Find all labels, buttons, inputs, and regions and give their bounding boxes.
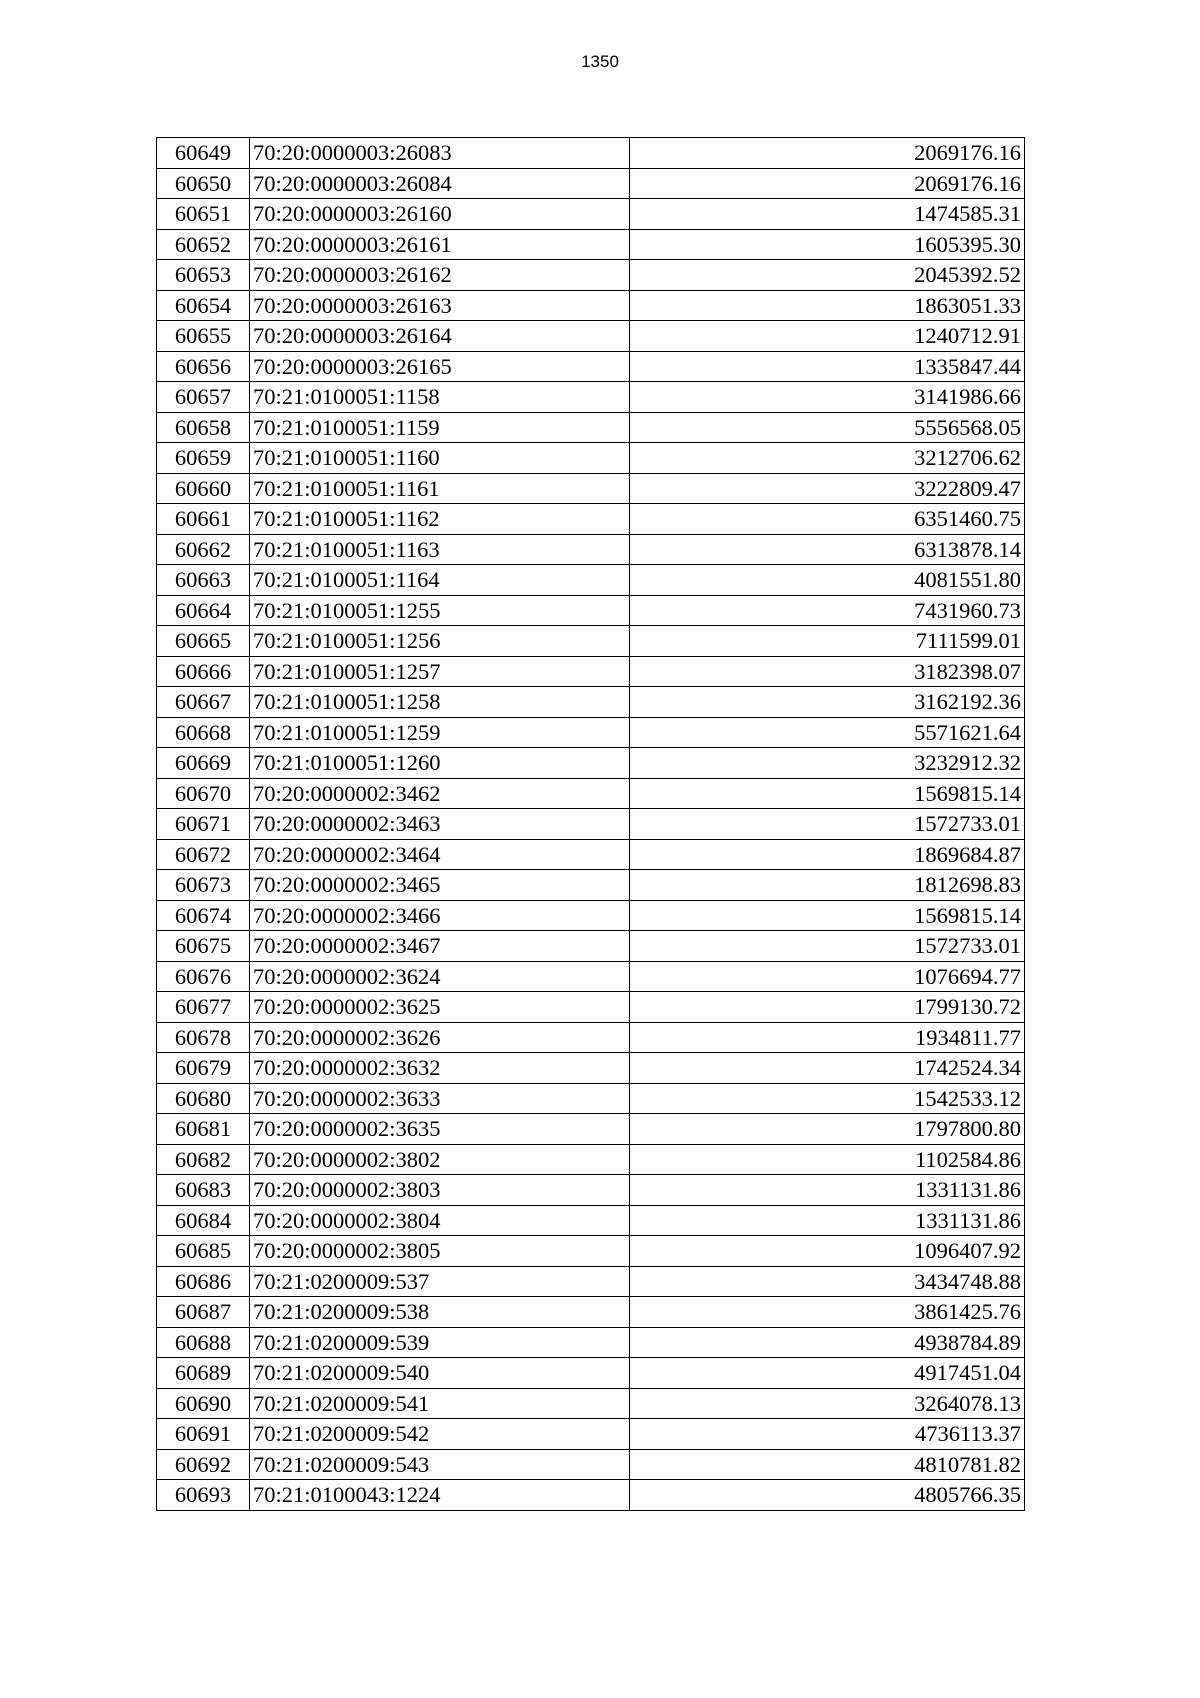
table-row bbox=[157, 260, 1025, 291]
cadastral-value-cell: 7111599.01 bbox=[630, 626, 1025, 657]
row-number-cell: 60664 bbox=[157, 595, 250, 626]
cadastral-value-cell: 3861425.76 bbox=[630, 1297, 1025, 1328]
row-number-cell: 60677 bbox=[157, 992, 250, 1023]
cadastral-number-cell: 70:20:0000002:3803 bbox=[250, 1175, 630, 1206]
cadastral-value-cell: 1869684.87 bbox=[630, 839, 1025, 870]
cadastral-value-cell: 3222809.47 bbox=[630, 473, 1025, 504]
cadastral-value-cell: 3182398.07 bbox=[630, 656, 1025, 687]
cadastral-number-cell: 70:21:0100051:1255 bbox=[250, 595, 630, 626]
cadastral-number-cell: 70:20:0000003:26084 bbox=[250, 168, 630, 199]
cadastral-number-cell: 70:21:0100051:1256 bbox=[250, 626, 630, 657]
row-number-cell: 60661 bbox=[157, 504, 250, 535]
cadastral-value-cell: 3212706.62 bbox=[630, 443, 1025, 474]
row-number-cell: 60650 bbox=[157, 168, 250, 199]
cadastral-value-cell: 5571621.64 bbox=[630, 717, 1025, 748]
cadastral-value-cell: 4917451.04 bbox=[630, 1358, 1025, 1389]
table-row bbox=[157, 870, 1025, 901]
cadastral-value-cell: 1863051.33 bbox=[630, 290, 1025, 321]
cadastral-value-cell: 6313878.14 bbox=[630, 534, 1025, 565]
table-row bbox=[157, 839, 1025, 870]
row-number-cell: 60671 bbox=[157, 809, 250, 840]
cadastral-number-cell: 70:21:0100051:1164 bbox=[250, 565, 630, 596]
cadastral-number-cell: 70:21:0100051:1163 bbox=[250, 534, 630, 565]
cadastral-number-cell: 70:20:0000002:3626 bbox=[250, 1022, 630, 1053]
row-number-cell: 60663 bbox=[157, 565, 250, 596]
row-number-cell: 60693 bbox=[157, 1480, 250, 1511]
row-number-cell: 60673 bbox=[157, 870, 250, 901]
cadastral-value-cell: 1331131.86 bbox=[630, 1205, 1025, 1236]
cadastral-value-cell: 3162192.36 bbox=[630, 687, 1025, 718]
cadastral-number-cell: 70:21:0100051:1259 bbox=[250, 717, 630, 748]
cadastral-number-cell: 70:20:0000003:26165 bbox=[250, 351, 630, 382]
table-row bbox=[157, 473, 1025, 504]
table-row bbox=[157, 382, 1025, 413]
table-row bbox=[157, 1388, 1025, 1419]
row-number-cell: 60692 bbox=[157, 1449, 250, 1480]
row-number-cell: 60675 bbox=[157, 931, 250, 962]
cadastral-value-cell: 2069176.16 bbox=[630, 168, 1025, 199]
cadastral-number-cell: 70:20:0000002:3805 bbox=[250, 1236, 630, 1267]
table-row bbox=[157, 1083, 1025, 1114]
row-number-cell: 60678 bbox=[157, 1022, 250, 1053]
table-row bbox=[157, 138, 1025, 169]
row-number-cell: 60659 bbox=[157, 443, 250, 474]
table-row bbox=[157, 1358, 1025, 1389]
cadastral-number-cell: 70:20:0000002:3465 bbox=[250, 870, 630, 901]
cadastral-number-cell: 70:20:0000002:3466 bbox=[250, 900, 630, 931]
table-row bbox=[157, 504, 1025, 535]
cadastral-value-cell: 1797800.80 bbox=[630, 1114, 1025, 1145]
table-row bbox=[157, 900, 1025, 931]
cadastral-value-cell: 1335847.44 bbox=[630, 351, 1025, 382]
cadastral-value-cell: 1474585.31 bbox=[630, 199, 1025, 230]
cadastral-value-cell: 1799130.72 bbox=[630, 992, 1025, 1023]
table-row bbox=[157, 1114, 1025, 1145]
table-body bbox=[157, 138, 1025, 1511]
cadastral-value-cell: 1572733.01 bbox=[630, 931, 1025, 962]
row-number-cell: 60657 bbox=[157, 382, 250, 413]
table-row bbox=[157, 809, 1025, 840]
cadastral-number-cell: 70:21:0200009:541 bbox=[250, 1388, 630, 1419]
cadastral-value-cell: 1076694.77 bbox=[630, 961, 1025, 992]
cadastral-number-cell: 70:21:0200009:540 bbox=[250, 1358, 630, 1389]
cadastral-number-cell: 70:20:0000002:3802 bbox=[250, 1144, 630, 1175]
cadastral-value-cell: 1742524.34 bbox=[630, 1053, 1025, 1084]
row-number-cell: 60674 bbox=[157, 900, 250, 931]
cadastral-value-cell: 4805766.35 bbox=[630, 1480, 1025, 1511]
cadastral-value-cell: 1240712.91 bbox=[630, 321, 1025, 352]
page-number: 1350 bbox=[581, 52, 619, 71]
cadastral-number-cell: 70:20:0000003:26163 bbox=[250, 290, 630, 321]
cadastral-number-cell: 70:21:0100051:1161 bbox=[250, 473, 630, 504]
cadastral-value-cell: 4081551.80 bbox=[630, 565, 1025, 596]
cadastral-value-cell: 3434748.88 bbox=[630, 1266, 1025, 1297]
cadastral-number-cell: 70:20:0000003:26164 bbox=[250, 321, 630, 352]
table-row bbox=[157, 687, 1025, 718]
cadastral-value-cell: 1569815.14 bbox=[630, 778, 1025, 809]
table-row bbox=[157, 443, 1025, 474]
table-row bbox=[157, 717, 1025, 748]
cadastral-number-cell: 70:21:0200009:538 bbox=[250, 1297, 630, 1328]
cadastral-value-cell: 4810781.82 bbox=[630, 1449, 1025, 1480]
cadastral-value-cell: 2045392.52 bbox=[630, 260, 1025, 291]
cadastral-number-cell: 70:20:0000003:26083 bbox=[250, 138, 630, 169]
cadastral-value-cell: 1934811.77 bbox=[630, 1022, 1025, 1053]
cadastral-value-cell: 1102584.86 bbox=[630, 1144, 1025, 1175]
cadastral-value-cell: 3232912.32 bbox=[630, 748, 1025, 779]
row-number-cell: 60672 bbox=[157, 839, 250, 870]
cadastral-number-cell: 70:21:0200009:542 bbox=[250, 1419, 630, 1450]
table-row bbox=[157, 1419, 1025, 1450]
cadastral-number-cell: 70:20:0000002:3463 bbox=[250, 809, 630, 840]
table-row bbox=[157, 534, 1025, 565]
table-row bbox=[157, 1266, 1025, 1297]
row-number-cell: 60662 bbox=[157, 534, 250, 565]
row-number-cell: 60676 bbox=[157, 961, 250, 992]
row-number-cell: 60689 bbox=[157, 1358, 250, 1389]
row-number-cell: 60691 bbox=[157, 1419, 250, 1450]
row-number-cell: 60684 bbox=[157, 1205, 250, 1236]
cadastral-number-cell: 70:20:0000002:3464 bbox=[250, 839, 630, 870]
cadastral-value-cell: 4938784.89 bbox=[630, 1327, 1025, 1358]
row-number-cell: 60690 bbox=[157, 1388, 250, 1419]
table-row bbox=[157, 412, 1025, 443]
table-row bbox=[157, 656, 1025, 687]
cadastral-number-cell: 70:20:0000002:3804 bbox=[250, 1205, 630, 1236]
table-row bbox=[157, 1449, 1025, 1480]
row-number-cell: 60688 bbox=[157, 1327, 250, 1358]
table-row bbox=[157, 1175, 1025, 1206]
cadastral-value-cell: 1542533.12 bbox=[630, 1083, 1025, 1114]
cadastral-number-cell: 70:21:0100051:1257 bbox=[250, 656, 630, 687]
cadastral-value-cell: 1096407.92 bbox=[630, 1236, 1025, 1267]
cadastral-number-cell: 70:20:0000002:3624 bbox=[250, 961, 630, 992]
row-number-cell: 60683 bbox=[157, 1175, 250, 1206]
row-number-cell: 60685 bbox=[157, 1236, 250, 1267]
row-number-cell: 60681 bbox=[157, 1114, 250, 1145]
row-number-cell: 60668 bbox=[157, 717, 250, 748]
table-row bbox=[157, 1053, 1025, 1084]
row-number-cell: 60655 bbox=[157, 321, 250, 352]
table-row bbox=[157, 1144, 1025, 1175]
row-number-cell: 60670 bbox=[157, 778, 250, 809]
cadastral-number-cell: 70:20:0000002:3632 bbox=[250, 1053, 630, 1084]
row-number-cell: 60667 bbox=[157, 687, 250, 718]
cadastral-value-cell: 1605395.30 bbox=[630, 229, 1025, 260]
cadastral-number-cell: 70:21:0100051:1160 bbox=[250, 443, 630, 474]
cadastral-number-cell: 70:20:0000002:3462 bbox=[250, 778, 630, 809]
cadastral-number-cell: 70:21:0200009:537 bbox=[250, 1266, 630, 1297]
cadastral-number-cell: 70:21:0100051:1159 bbox=[250, 412, 630, 443]
row-number-cell: 60682 bbox=[157, 1144, 250, 1175]
row-number-cell: 60649 bbox=[157, 138, 250, 169]
table-row bbox=[157, 748, 1025, 779]
table-row bbox=[157, 351, 1025, 382]
table-row bbox=[157, 1022, 1025, 1053]
row-number-cell: 60669 bbox=[157, 748, 250, 779]
row-number-cell: 60687 bbox=[157, 1297, 250, 1328]
cadastral-value-cell: 1812698.83 bbox=[630, 870, 1025, 901]
row-number-cell: 60686 bbox=[157, 1266, 250, 1297]
cadastral-value-cell: 5556568.05 bbox=[630, 412, 1025, 443]
table-row bbox=[157, 168, 1025, 199]
table-row bbox=[157, 1327, 1025, 1358]
cadastral-number-cell: 70:20:0000002:3633 bbox=[250, 1083, 630, 1114]
row-number-cell: 60654 bbox=[157, 290, 250, 321]
cadastral-value-cell: 3264078.13 bbox=[630, 1388, 1025, 1419]
cadastral-number-cell: 70:20:0000003:26161 bbox=[250, 229, 630, 260]
cadastral-value-cell: 3141986.66 bbox=[630, 382, 1025, 413]
row-number-cell: 60666 bbox=[157, 656, 250, 687]
table-row bbox=[157, 961, 1025, 992]
cadastral-number-cell: 70:21:0200009:539 bbox=[250, 1327, 630, 1358]
row-number-cell: 60653 bbox=[157, 260, 250, 291]
cadastral-value-cell: 2069176.16 bbox=[630, 138, 1025, 169]
table-row bbox=[157, 321, 1025, 352]
cadastral-number-cell: 70:20:0000002:3467 bbox=[250, 931, 630, 962]
row-number-cell: 60656 bbox=[157, 351, 250, 382]
row-number-cell: 60658 bbox=[157, 412, 250, 443]
cadastral-number-cell: 70:21:0200009:543 bbox=[250, 1449, 630, 1480]
row-number-cell: 60660 bbox=[157, 473, 250, 504]
cadastral-value-cell: 6351460.75 bbox=[630, 504, 1025, 535]
row-number-cell: 60665 bbox=[157, 626, 250, 657]
table-row bbox=[157, 992, 1025, 1023]
table-row bbox=[157, 778, 1025, 809]
cadastral-value-table bbox=[156, 137, 1025, 1511]
row-number-cell: 60651 bbox=[157, 199, 250, 230]
table-row bbox=[157, 931, 1025, 962]
cadastral-value-cell: 4736113.37 bbox=[630, 1419, 1025, 1450]
row-number-cell: 60652 bbox=[157, 229, 250, 260]
cadastral-number-cell: 70:21:0100051:1258 bbox=[250, 687, 630, 718]
cadastral-number-cell: 70:20:0000002:3625 bbox=[250, 992, 630, 1023]
table-row bbox=[157, 199, 1025, 230]
table-row bbox=[157, 1236, 1025, 1267]
table-row bbox=[157, 626, 1025, 657]
cadastral-number-cell: 70:20:0000003:26162 bbox=[250, 260, 630, 291]
cadastral-value-cell: 1331131.86 bbox=[630, 1175, 1025, 1206]
cadastral-value-cell: 1572733.01 bbox=[630, 809, 1025, 840]
cadastral-number-cell: 70:21:0100051:1158 bbox=[250, 382, 630, 413]
cadastral-number-cell: 70:21:0100051:1260 bbox=[250, 748, 630, 779]
table-row bbox=[157, 290, 1025, 321]
row-number-cell: 60679 bbox=[157, 1053, 250, 1084]
table-row bbox=[157, 1297, 1025, 1328]
cadastral-number-cell: 70:21:0100043:1224 bbox=[250, 1480, 630, 1511]
table-row bbox=[157, 1205, 1025, 1236]
table-row bbox=[157, 595, 1025, 626]
table-row bbox=[157, 229, 1025, 260]
cadastral-value-cell: 7431960.73 bbox=[630, 595, 1025, 626]
cadastral-number-cell: 70:20:0000002:3635 bbox=[250, 1114, 630, 1145]
table-row bbox=[157, 1480, 1025, 1511]
cadastral-number-cell: 70:21:0100051:1162 bbox=[250, 504, 630, 535]
row-number-cell: 60680 bbox=[157, 1083, 250, 1114]
cadastral-value-cell: 1569815.14 bbox=[630, 900, 1025, 931]
table-row bbox=[157, 565, 1025, 596]
cadastral-number-cell: 70:20:0000003:26160 bbox=[250, 199, 630, 230]
